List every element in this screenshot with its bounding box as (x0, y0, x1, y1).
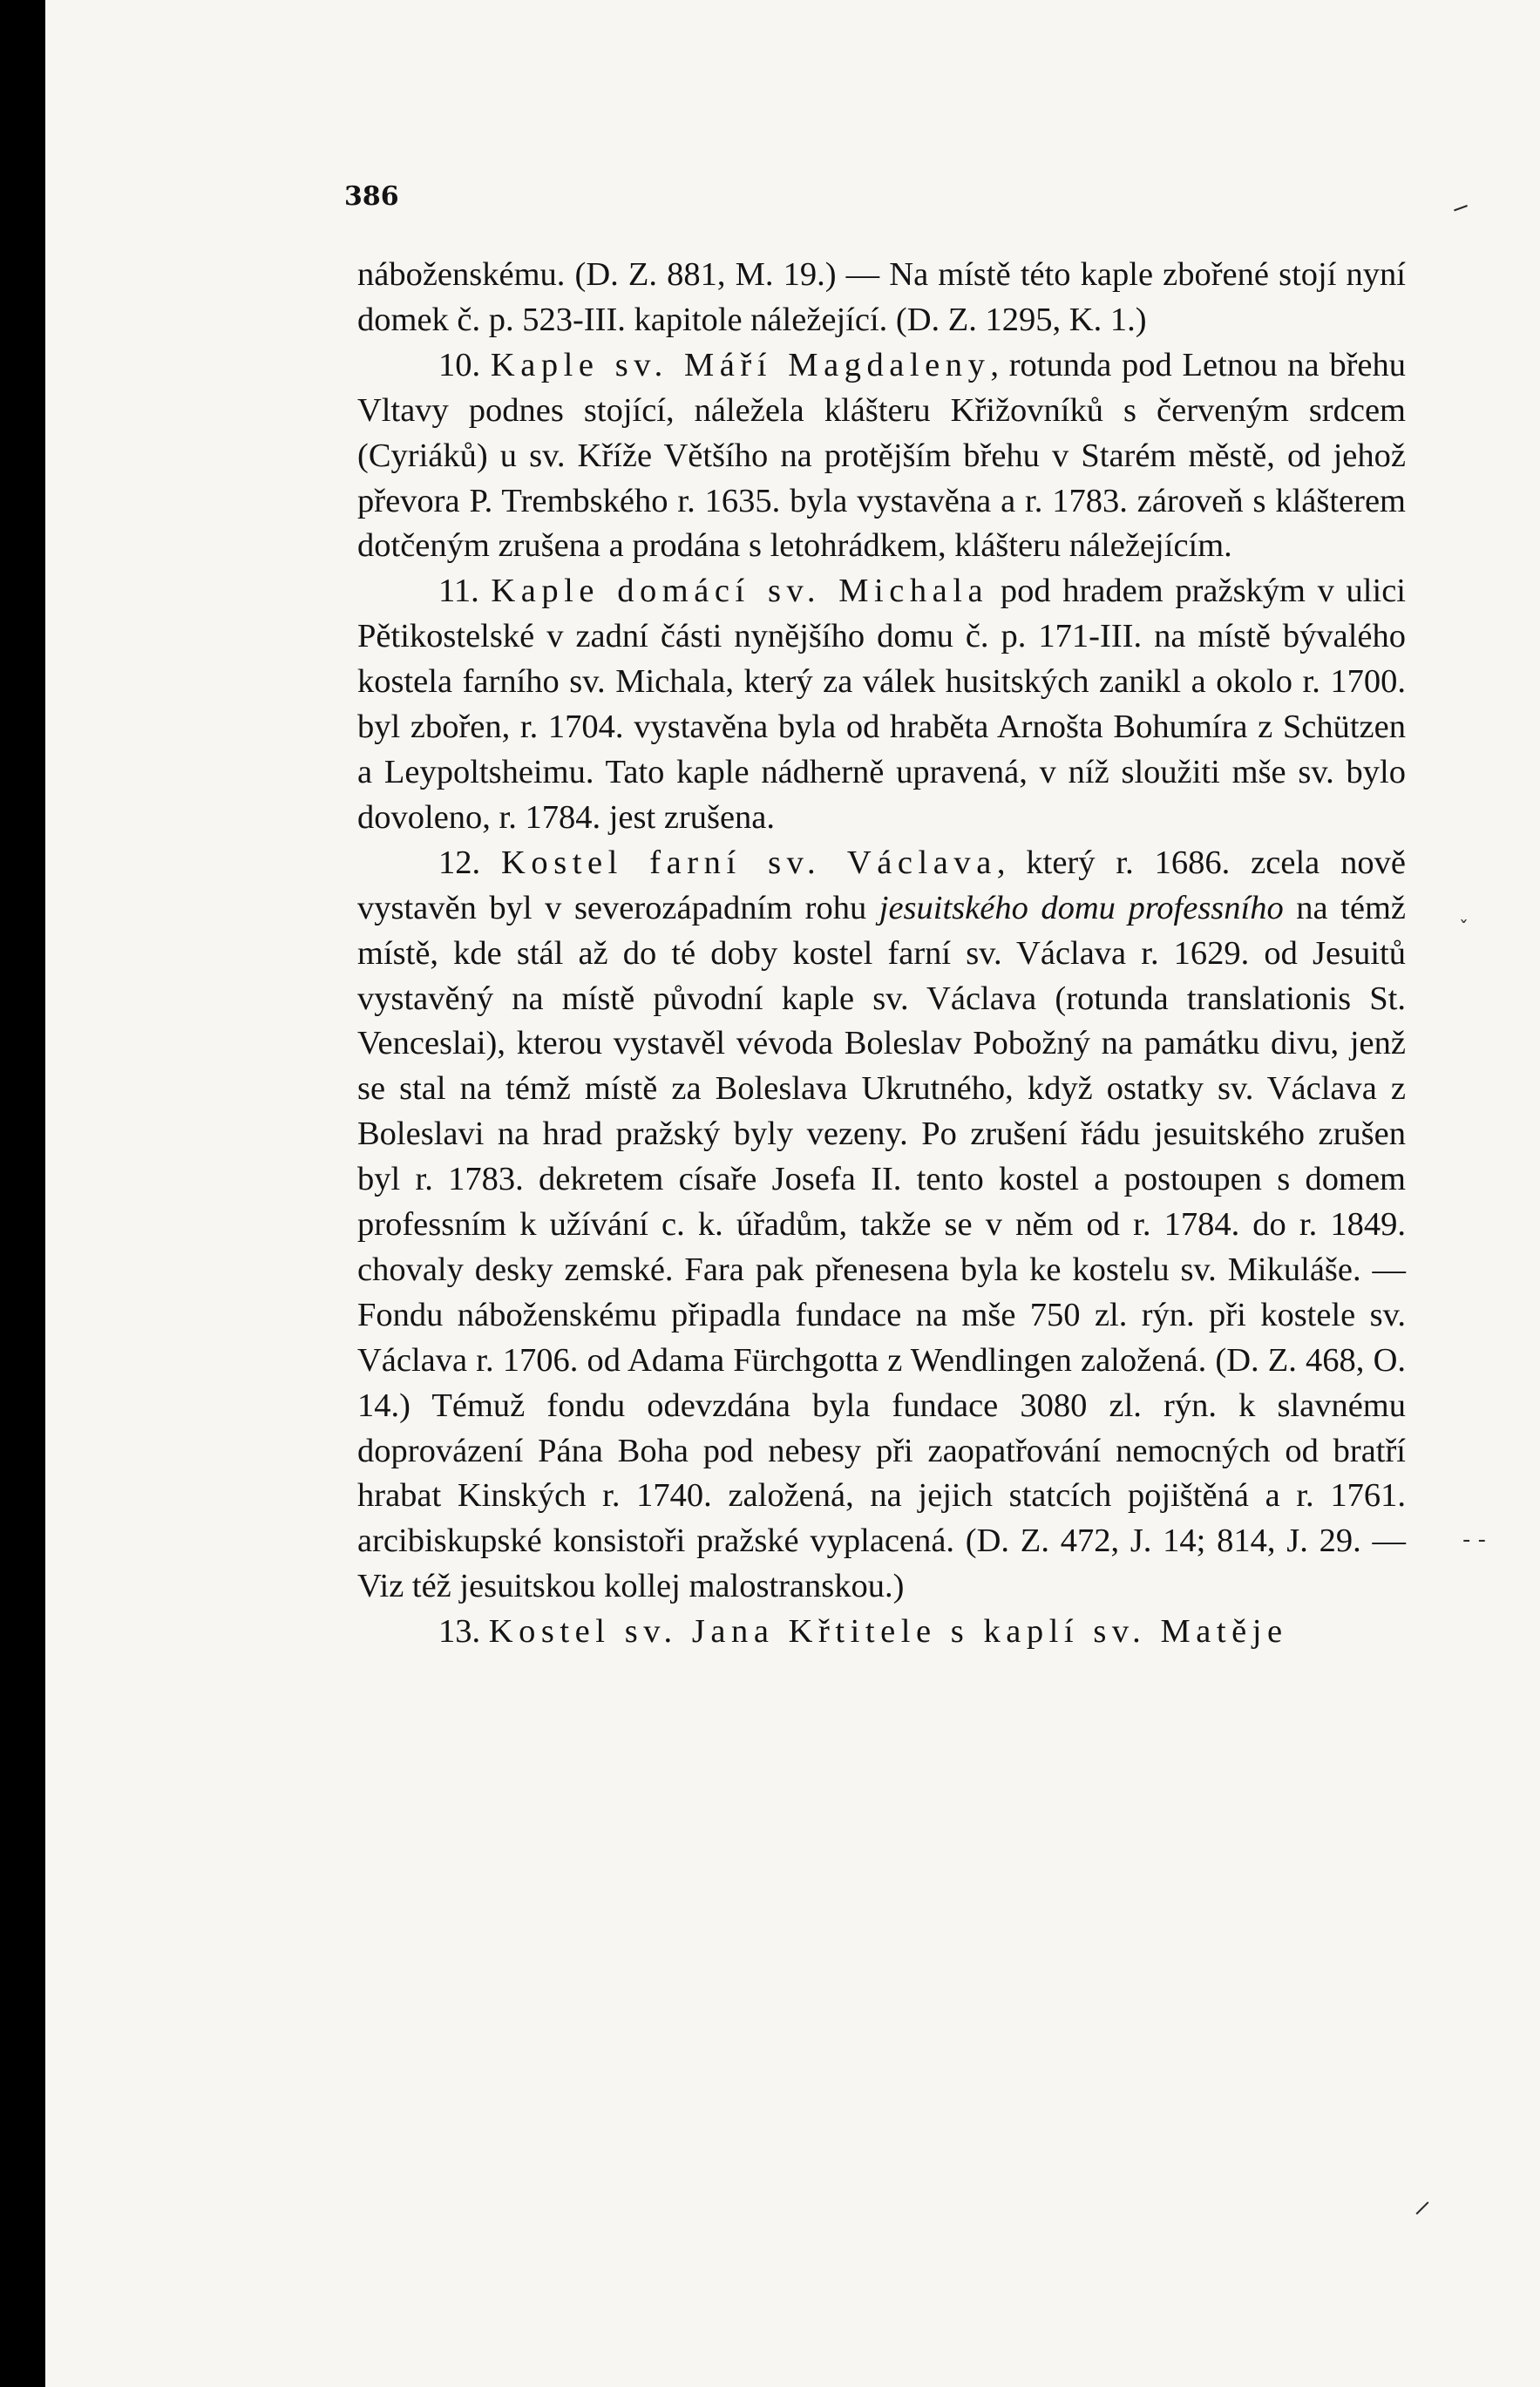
paragraph-11-text: pod hradem pražským v ulici Pětikostelské v zadní části nynějšího domu č. p. 171-III. na místě bývalého kostela farního sv. Michala, který za válek husitských zanikl a okolo r. 1700. byl zbořen, r. 1704. vystavěna byla od hraběta Arnošta Bohumíra z Schützen a Leypoltsheimu. Tato kaple nádherně upravená, v níž sloužiti mše sv. bylo dovoleno, r. 1784. jest zrušena. (357, 573, 1406, 836)
document-page (45, 0, 1540, 2387)
paragraph-12-text-after: na témž místě, kde stál až do té doby kostel farní sv. Václava r. 1629. od Jesuitů vystavěný na místě původní kaple sv. Václava (rotunda translationis St. Venceslai), kterou vystavěl vévoda Boleslav Pobožný na památku divu, jenž se stal na témž místě za Boleslava Ukrutného, když ostatky sv. Václava z Boleslavi na hrad pražský byly vezeny. Po zrušení řádu jesuitského zrušen byl r. 1783. dekretem císaře Josefa II. tento kostel a postoupen s domem professním k užívání c. k. úřadům, takže se v něm od r. 1784. do r. 1849. chovaly desky zemské. Fara pak přenesena byla ke kostelu sv. Mikuláše. — Fondu náboženskému připadla fundace na mše 750 zl. rýn. při kostele sv. Václava r. 1706. od Adama Fürchgotta z Wendlingen založená. (D. Z. 468, O. 14.) Témuž fondu odevzdána byla fundace 3080 zl. rýn. k slavnému doprovázení Pána Boha pod nebesy při zaopatřování nemocných od bratří hrabat Kinských r. 1740. založená, na jejich statcích pojištěná a r. 1761. arcibiskupské konsistoři pražské vyplacená. (D. Z. 472, J. 14; 814, J. 29. — Viz též jesuitskou kollej malostranskou.) (357, 889, 1407, 1605)
paragraph-13-number: 13. (438, 1613, 481, 1651)
paragraph-12-number: 12. (438, 844, 481, 881)
paragraph-11 (357, 569, 1406, 840)
paragraph-intro: náboženskému. (D. Z. 881, M. 19.) — Na místě této kaple zbořené stojí nyní domek č. p. 523-III. kapitole náležející. (D. Z. 1295, K. 1.) (357, 256, 1406, 338)
paragraph-12-italic-phrase: jesuitského domu professního (879, 889, 1284, 926)
paragraph-12 (357, 841, 1406, 1610)
paragraph-12-heading: Kostel farní sv. Václava (501, 844, 997, 881)
paragraph-10-text: , rotunda pod Letnou na břehu Vltavy podnes stojící, náležela klášteru Křižovníků s červeným srdcem (Cyriáků) u sv. Kříže Většího na protějším břehu v Starém městě, od jehož převora P. Trembského r. 1635. byla vystavěna a r. 1783. zároveň s klášterem dotčeným zrušena a prodána s letohrádkem, klášteru náležejícím. (357, 346, 1406, 565)
paragraph-13-heading: Kostel sv. Jana Křtitele s kaplí sv. Matěje (488, 1613, 1288, 1651)
margin-mark-dash: - - (1462, 1527, 1487, 1553)
margin-mark-top: ‒ (1447, 189, 1474, 225)
paragraph-10-heading: Kaple sv. Máří Magdaleny (490, 346, 991, 383)
paragraph-10 (357, 343, 1406, 570)
paragraph-10-number: 10. (438, 346, 481, 383)
margin-mark-bottom: ⸝ (1414, 2180, 1431, 2221)
paragraph-13 (357, 1610, 1406, 1655)
margin-mark-middle: ˇ (1459, 919, 1469, 940)
paragraph-11-number: 11. (438, 573, 479, 610)
page-number: 386 (344, 181, 399, 212)
paragraph-12-text-before: , který r. 1686. zcela nově vystavěn byl v severozápadním rohu (357, 844, 1406, 926)
paragraph-11-heading: Kaple domácí sv. Michala (491, 573, 989, 610)
body-text (357, 253, 1406, 1655)
